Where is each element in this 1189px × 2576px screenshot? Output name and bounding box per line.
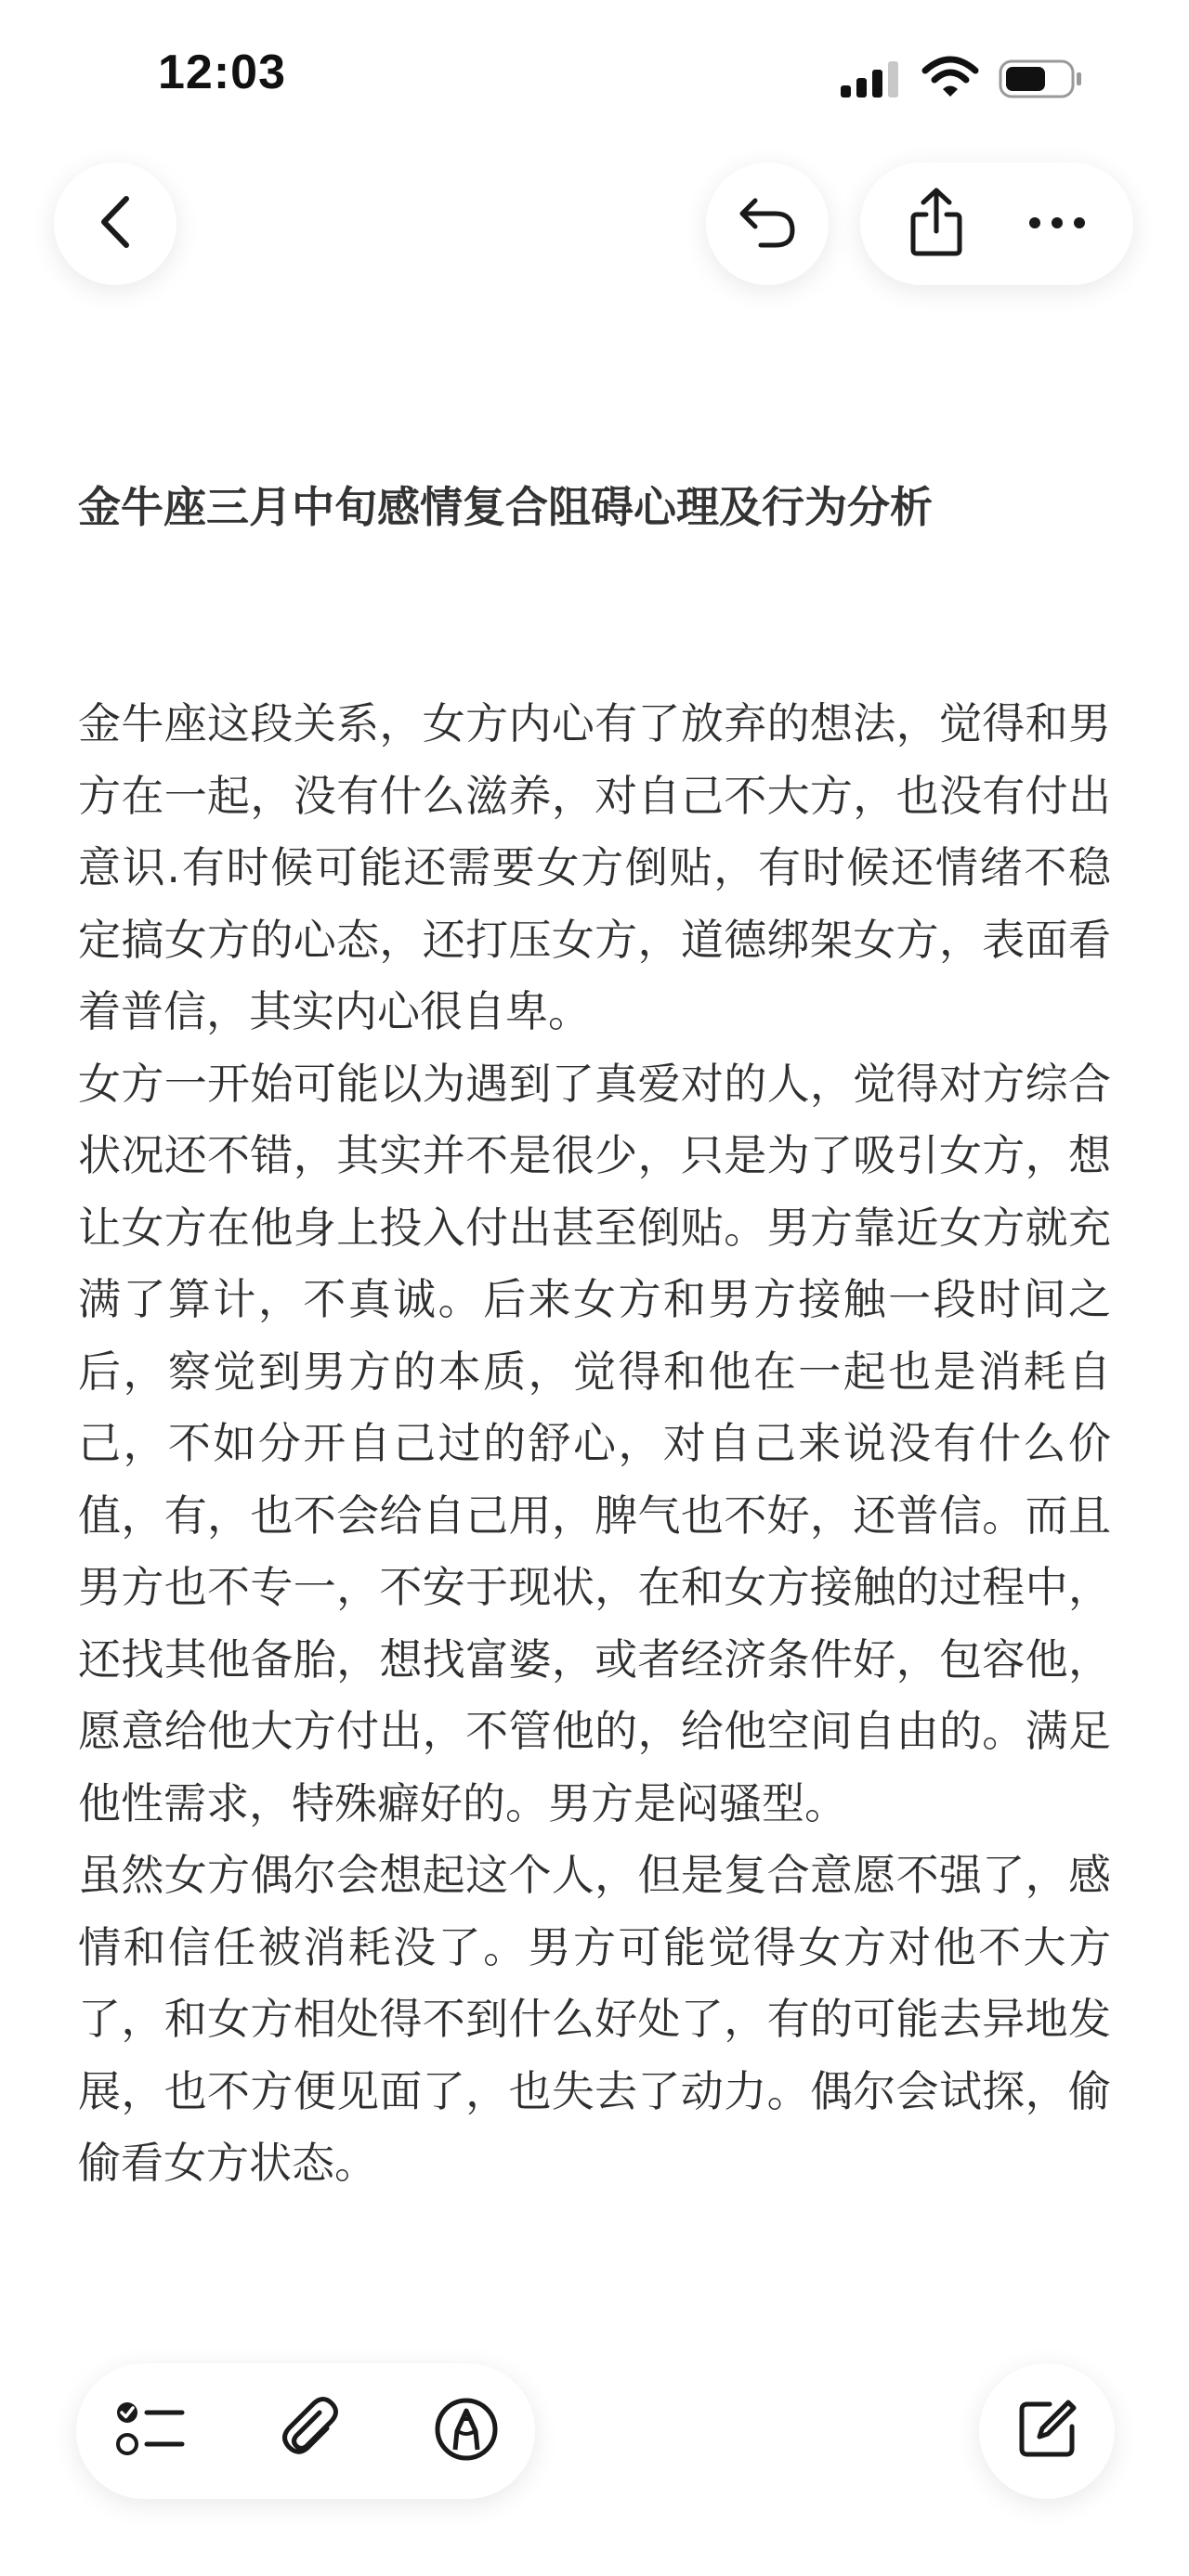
note-title[interactable]: 金牛座三月中旬感情复合阻碍心理及行为分析 xyxy=(78,482,933,532)
markup-pen-icon xyxy=(433,2396,500,2466)
compose-button[interactable] xyxy=(979,2363,1115,2499)
status-bar xyxy=(0,0,1189,139)
undo-button[interactable] xyxy=(706,163,829,285)
wifi-icon xyxy=(921,56,979,102)
bottom-toolbar xyxy=(76,2363,535,2499)
ellipsis-icon xyxy=(1028,215,1086,233)
share-button[interactable] xyxy=(888,176,985,272)
note-body[interactable] xyxy=(78,688,1111,2200)
compose-icon xyxy=(1014,2397,1079,2465)
note-paragraph[interactable]: 女方一开始可能以为遇到了真爱对的人，觉得对方综合状况还不错，其实并不是很少，只是为了吸引女方，想让女方在他身上投入付出甚至倒贴。男方靠近女方就充满了算计，不真诚。后来女方和男方接触一段时间之后，察觉到男方的本质，觉得和他在一起也是消耗自己，不如分开自己过的舒心，对自己来说没有什么价值，有，也不会给自己用，脾气也不好，还普信。而且男方也不专一，不安于现状，在和女方接触的过程中，还找其他备胎，想找富婆，或者经济条件好，包容他，愿意给他大方付出，不管他的，给他空间自由的。满足他性需求，特殊癖好的。男方是闷骚型。 xyxy=(78,1058,1111,1828)
more-button[interactable] xyxy=(1009,176,1105,272)
cellular-signal-icon xyxy=(841,61,906,102)
checklist-icon xyxy=(115,2398,186,2465)
paperclip-icon xyxy=(279,2396,342,2466)
share-icon xyxy=(908,187,965,261)
checklist-button[interactable] xyxy=(102,2383,199,2479)
note-paragraph[interactable]: 虽然女方偶尔会想起这个人，但是复合意愿不强了，感情和信任被消耗没了。男方可能觉得女方对他不大方了，和女方相处得不到什么好处了，有的可能去异地发展，也不方便见面了，也失去了动力。偶尔会试探，偷偷看女方状态。 xyxy=(78,1850,1111,2188)
note-paragraph[interactable]: 金牛座这段关系，女方内心有了放弃的想法，觉得和男方在一起，没有什么滋养，对自己不大方，也没有付出意识.有时候可能还需要女方倒贴，有时候还情绪不稳定搞女方的心态，还打压女方，道德绑架女方，表面看着普信，其实内心很自卑。 xyxy=(78,698,1111,1036)
undo-icon xyxy=(735,193,800,254)
status-time: 12:03 xyxy=(158,46,286,99)
attach-button[interactable] xyxy=(262,2383,359,2479)
markup-button[interactable] xyxy=(418,2383,515,2479)
chevron-left-icon xyxy=(95,193,136,254)
back-button[interactable] xyxy=(54,163,176,285)
note-actions-group xyxy=(860,163,1133,285)
battery-icon xyxy=(999,59,1084,102)
